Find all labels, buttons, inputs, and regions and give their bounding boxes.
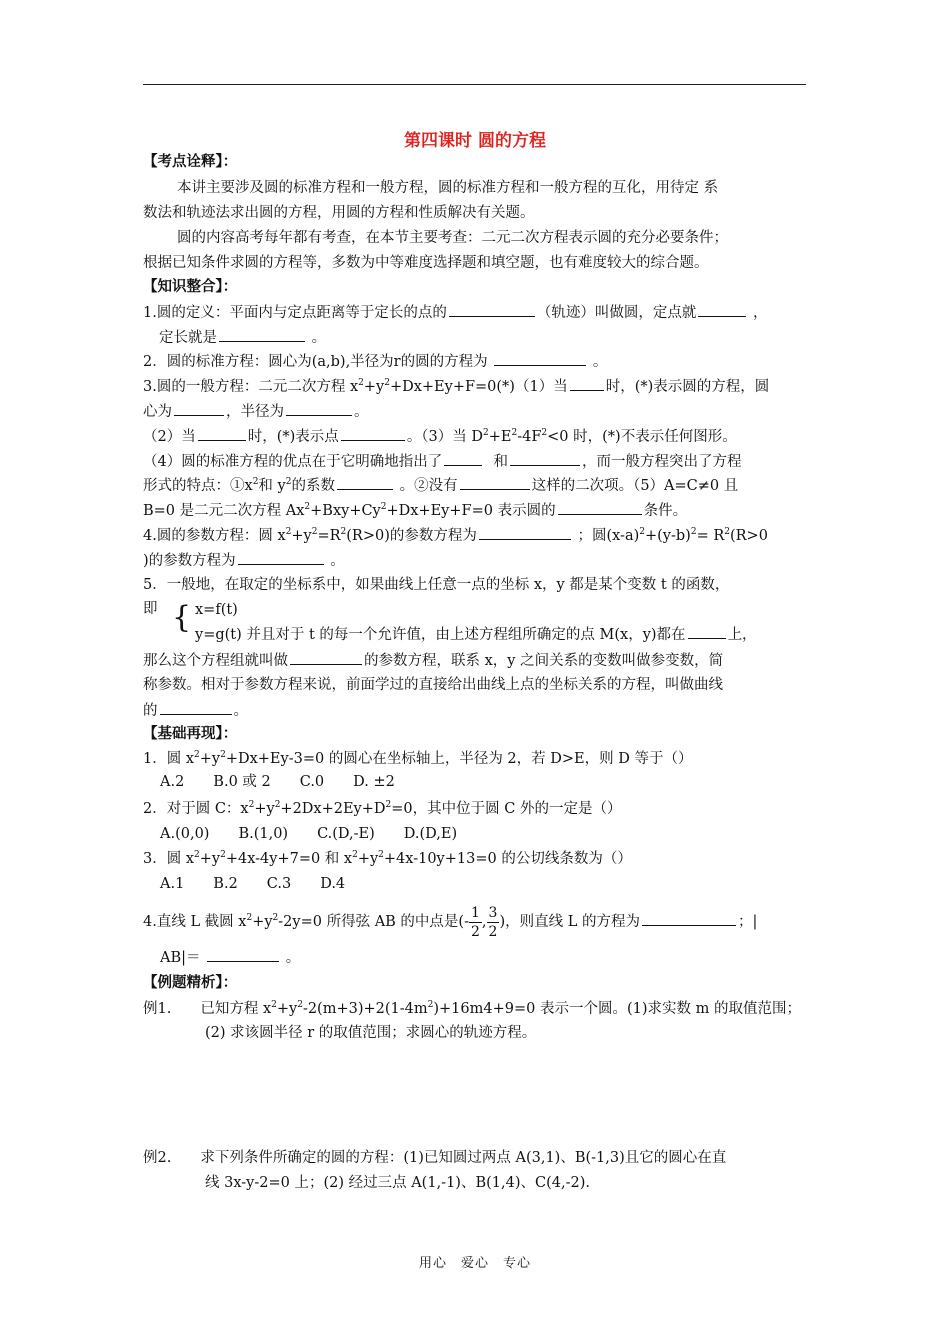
item-3-line-b: 心为 ，半径为 。 xyxy=(143,401,369,422)
answer-blank[interactable] xyxy=(688,624,726,639)
answer-blank[interactable] xyxy=(238,550,324,565)
item-5-line-e: 称参数。相对于参数方程来说，前面学过的直接给出曲线上点的坐标关系的方程，叫做曲线 xyxy=(143,677,723,693)
fraction-three-halves: $\frac{3}{2}$ xyxy=(488,904,498,940)
question-4-line-b: AB|＝ 。 xyxy=(160,947,300,968)
page-footer: 用心 爱心 专心 xyxy=(418,1256,531,1271)
item-3-line-c: （2）当 时，(*)表示点 。（3）当 $D^2+E^2-4F^2<0$ 时，(*)不表示任何图形。 xyxy=(143,426,737,447)
answer-blank[interactable] xyxy=(642,911,736,926)
answer-blank[interactable] xyxy=(341,426,405,441)
answer-blank[interactable] xyxy=(479,525,571,540)
answer-blank[interactable] xyxy=(698,302,746,317)
answer-blank[interactable] xyxy=(198,426,246,441)
section-heading-liti: 【例题精析】： xyxy=(143,975,238,991)
question-4-line-a: 4.直线 L 截圆 $x^2+y^2-2y=0$ 所得弦 AB 的中点是(- $\frac{1}{2}$ , $\frac{3}{2}$ )，则直线 L 的方程为 ；| xyxy=(143,904,758,940)
answer-blank[interactable] xyxy=(449,302,535,317)
kaodian-p2b: 根据已知条件求圆的方程等，多数为中等难度选择题和填空题，也有难度较大的综合题。 xyxy=(143,255,709,271)
answer-blank[interactable] xyxy=(570,376,604,391)
item-5-line-b: 即 xyxy=(143,601,158,617)
item-3-line-e: 形式的特点：$①x^2$和 $y^2$的系数 。②没有 这样的二次项。（5）A=C≠0 且 xyxy=(143,475,738,496)
kaodian-p1a: 本讲主要涉及圆的标准方程和一般方程，圆的标准方程和一般方程的互化，用待定 系 xyxy=(177,180,719,196)
example-2-line-a: 例2. 求下列条件所确定的圆的方程：(1)已知圆过两点 A(3,1)、B(-1,3)且它的圆心在直 xyxy=(143,1150,727,1166)
answer-blank[interactable] xyxy=(444,451,482,466)
item-5-line-c: y=g(t) 并且对于 t 的每一个允许值，由上述方程组所确定的点 M(x，y)都在 上， xyxy=(195,624,757,645)
answer-blank[interactable] xyxy=(160,700,232,715)
question-1: 1．圆 $x^2+y^2+Dx+Ey-3=0$ 的圆心在坐标轴上，半径为 2，若 D>E，则 D 等于（） xyxy=(143,750,693,767)
item-3-line-d: （4）圆的标准方程的优点在于它明确地指出了 和 ，而一般方程突出了方程 xyxy=(143,451,741,472)
answer-blank[interactable] xyxy=(290,650,362,665)
section-heading-zhishi: 【知识整合】： xyxy=(143,279,238,295)
item-5-line-d: 那么这个方程组就叫做 的参数方程，联系 x，y 之间关系的变数叫做参变数，简 xyxy=(143,650,723,671)
example-2-line-b: 线 3x-y-2=0 上；(2) 经过三点 A(1,-1)、B(1,4)、C(4,-2). xyxy=(205,1175,590,1191)
question-1-options: A.2 B.0 或 2 C.0 D. ±2 xyxy=(160,774,395,790)
example-1-line-b: (2) 求该圆半径 r 的取值范围；求圆心的轨迹方程。 xyxy=(205,1025,537,1041)
item-5-line-f: 的 。 xyxy=(143,700,248,721)
question-2: 2．对于圆 C：$x^2+y^2+2Dx+2Ey+D^2=0$，其中位于圆 C 外的一定是（） xyxy=(143,800,622,817)
item-1-line-b: 定长就是 。 xyxy=(159,327,326,348)
question-3-options: A.1 B.2 C.3 D.4 xyxy=(160,876,346,892)
item-3-line-f: B=0 是二元二次方程 $Ax^2+Bxy+Cy^2+Dx+Ey+F=0$ 表示圆的 条件。 xyxy=(143,500,687,521)
answer-blank[interactable] xyxy=(207,947,279,962)
answer-blank[interactable] xyxy=(510,451,580,466)
item-4-line-a: 4.圆的参数方程：圆 $x^2+y^2=R^2(R>0)$的参数方程为 ；圆$(x-a)^2+(y-b)^2= R^2(R>0$ xyxy=(143,525,768,546)
answer-blank[interactable] xyxy=(558,500,642,515)
answer-blank[interactable] xyxy=(460,475,530,490)
answer-blank[interactable] xyxy=(219,327,305,342)
item-1-line-a: 1.圆的定义：平面内与定点距离等于定长的点的 （轨迹）叫做圆，定点就 ， xyxy=(143,302,767,323)
fraction-half: $\frac{1}{2}$ xyxy=(470,904,480,940)
section-heading-kaodian: 【考点诠释】： xyxy=(143,154,238,170)
section-heading-jichu: 【基础再现】： xyxy=(143,726,238,742)
item-4-line-b: )的参数方程为 。 xyxy=(143,550,345,571)
page-title: 第四课时 圆的方程 xyxy=(404,131,546,151)
answer-blank[interactable] xyxy=(337,475,393,490)
header-rule xyxy=(143,84,806,85)
kaodian-p2a: 圆的内容高考每年都有考查，在本节主要考查：二元二次方程表示圆的充分必要条件； xyxy=(177,230,728,246)
answer-blank[interactable] xyxy=(494,351,586,366)
item-5-eq-x: x=f(t) xyxy=(195,602,238,618)
system-brace: { xyxy=(172,600,192,635)
item-3-line-a: 3.圆的一般方程：二元二次方程 $x^2+y^2+Dx+Ey+F=0(*)(1)$当 时，(*)表示圆的方程，圆 xyxy=(143,376,769,397)
question-3: 3．圆 $x^2+y^2+4x-4y+7=0$ 和 $x^2+y^2+4x-10y+13=0$ 的公切线条数为（） xyxy=(143,850,632,867)
kaodian-p1b: 数法和轨迹法求出圆的方程，用圆的方程和性质解决有关题。 xyxy=(143,205,535,221)
answer-blank[interactable] xyxy=(286,401,352,416)
question-2-options: A.(0,0) B.(1,0) C.(D,-E) D.(D,E) xyxy=(160,826,458,842)
example-1-line-a: 例1. 已知方程 $x^2+y^2-2(m+3)+2(1-4m^2)+16m4+9=0$ 表示一个圆。(1)求实数 m 的取值范围； xyxy=(143,1000,801,1017)
item-5-line-a: 5．一般地，在取定的坐标系中，如果曲线上任意一点的坐标 x，y 都是某个变数 t 的函数， xyxy=(143,577,730,593)
answer-blank[interactable] xyxy=(174,401,224,416)
item-2: 2．圆的标准方程：圆心为(a,b),半径为r的圆的方程为 。 xyxy=(143,351,607,372)
